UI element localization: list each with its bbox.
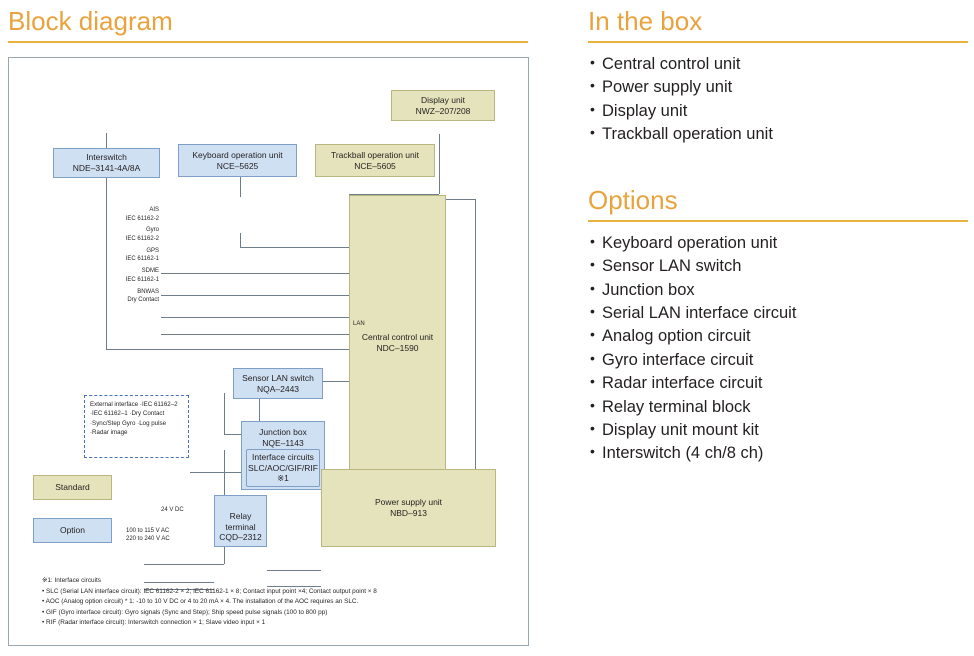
legend-option-label: Option bbox=[59, 525, 86, 536]
connector-line bbox=[161, 295, 349, 296]
block-interswitch-model: NDE–3141-4A/8A bbox=[72, 163, 141, 173]
sensor-label-group bbox=[69, 247, 159, 264]
sensor-signal-labels bbox=[69, 206, 159, 308]
external-interface-title: External interface bbox=[90, 401, 139, 408]
list-item: • Power supply unit bbox=[588, 76, 968, 99]
block-relay-name: Relay terminal bbox=[225, 511, 256, 532]
connector-line bbox=[144, 564, 224, 565]
external-interface-line: ·IEC 61162–1 bbox=[90, 410, 128, 418]
list-item: • Display unit mount kit bbox=[588, 419, 968, 442]
external-interface-line: ·Radar image bbox=[90, 428, 128, 436]
block-central-name: Central control unit bbox=[361, 331, 434, 342]
connector-line bbox=[224, 393, 225, 434]
note-line: ※1: Interface circuits bbox=[42, 577, 101, 584]
block-display-unit bbox=[391, 90, 495, 121]
connector-line bbox=[161, 317, 349, 318]
block-keyboard-model: NCE–5625 bbox=[216, 160, 259, 171]
external-interface-line: ·Dry Contact bbox=[129, 410, 165, 418]
connector-line bbox=[446, 199, 475, 200]
sensor-name: AIS bbox=[149, 207, 159, 213]
block-trackball-name: Trackball operation unit bbox=[330, 149, 420, 160]
options-title: Options bbox=[588, 184, 678, 215]
block-relay-terminal bbox=[214, 495, 267, 547]
sensor-spec: IEC 61162-1 bbox=[125, 256, 159, 263]
connector-line bbox=[190, 472, 241, 473]
block-interface-note: ※1 bbox=[277, 473, 289, 484]
options-divider bbox=[588, 220, 968, 222]
block-sensor-lan-model: NQA–2443 bbox=[256, 383, 300, 394]
list-item: • Keyboard operation unit bbox=[588, 232, 968, 255]
block-diagram-header bbox=[8, 6, 528, 43]
sensor-spec: IEC 61162-1 bbox=[125, 276, 159, 283]
legend-standard-label: Standard bbox=[55, 482, 90, 493]
diagram-notes bbox=[42, 576, 512, 629]
block-interface-name: Interface circuits bbox=[252, 452, 314, 463]
block-trackball-operation-unit bbox=[315, 144, 435, 177]
block-power-supply-unit bbox=[321, 469, 496, 547]
block-power-name: Power supply unit bbox=[374, 497, 443, 508]
in-the-box-list bbox=[588, 53, 968, 147]
connector-line bbox=[439, 134, 440, 194]
list-item: • Analog option circuit bbox=[588, 325, 968, 348]
note-line: • RIF (Radar interface circuit): Interswitch connection × 1; Slave video input × 1 bbox=[42, 619, 266, 627]
block-central-model: NDC–1590 bbox=[376, 342, 419, 353]
page-title: Block diagram bbox=[8, 6, 173, 36]
list-item: • Serial LAN interface circuit bbox=[588, 302, 968, 325]
block-trackball-model: NCE–5605 bbox=[354, 160, 396, 171]
list-item: • Display unit bbox=[588, 100, 968, 123]
note-line: • AOC (Analog option circuit) * 1: -10 to 10 V DC or 4 to 20 mA × 4. The installation of the AOC requires an SLC. bbox=[42, 598, 359, 606]
connector-line bbox=[106, 349, 349, 350]
block-interswitch bbox=[53, 148, 160, 178]
block-keyboard-operation-unit bbox=[178, 144, 297, 177]
legend-standard bbox=[33, 475, 112, 500]
lan-port-label: LAN bbox=[353, 321, 365, 327]
sensor-spec: IEC 61162-2 bbox=[125, 215, 159, 222]
connector-line bbox=[240, 247, 350, 248]
list-item: • Trackball operation unit bbox=[588, 123, 968, 146]
block-diagram bbox=[8, 57, 529, 646]
block-junction-model: NQE–1143 bbox=[262, 437, 304, 448]
block-sensor-lan-switch bbox=[233, 368, 323, 399]
list-item: • Central control unit bbox=[588, 53, 968, 76]
external-interface-line: ·Sync/Step Gyro bbox=[90, 419, 136, 427]
sensor-label-group bbox=[69, 288, 159, 305]
connector-line bbox=[267, 570, 321, 571]
connector-line bbox=[259, 399, 260, 421]
connector-line bbox=[224, 434, 241, 435]
right-column bbox=[588, 6, 968, 466]
connector-line bbox=[240, 177, 241, 197]
connector-line bbox=[323, 381, 349, 382]
note-line: • SLC (Serial LAN interface circuit): IEC 61162-2 × 2; IEC 61162-1 × 8; Contact input point ×4; Contact output point × 8 bbox=[42, 587, 377, 595]
power-label-100-115vac: 100 to 115 V AC bbox=[126, 528, 170, 534]
block-power-model: NBD–913 bbox=[390, 508, 427, 518]
sensor-spec: IEC 61162-2 bbox=[125, 236, 159, 243]
options-list bbox=[588, 232, 968, 466]
list-item: • Relay terminal block bbox=[588, 396, 968, 419]
title-divider bbox=[8, 41, 528, 43]
block-interswitch-name: Interswitch bbox=[86, 152, 127, 163]
power-label-220-240vac: 220 to 240 V AC bbox=[126, 536, 170, 542]
block-display-unit-model: NWZ–207/208 bbox=[415, 105, 471, 116]
in-the-box-divider bbox=[588, 41, 968, 43]
list-item: • Interswitch (4 ch/8 ch) bbox=[588, 442, 968, 465]
block-interface-model: SLC/AOC/GIF/RIF bbox=[248, 462, 318, 473]
list-item: • Radar interface circuit bbox=[588, 372, 968, 395]
block-relay-model: CQD–2312 bbox=[219, 532, 262, 543]
external-interface-line: ·IEC 61162–2 bbox=[139, 401, 178, 408]
sensor-label-group bbox=[69, 206, 159, 223]
list-item: • Sensor LAN switch bbox=[588, 255, 968, 278]
external-interface-line: ·Log pulse bbox=[137, 419, 167, 427]
external-interface-box bbox=[84, 395, 189, 458]
sensor-name: SDME bbox=[141, 268, 159, 275]
connector-line bbox=[161, 273, 349, 274]
block-display-unit-name: Display unit bbox=[421, 94, 465, 105]
block-sensor-lan-name: Sensor LAN switch bbox=[242, 372, 314, 383]
connector-line bbox=[240, 233, 241, 247]
note-line: • GIF (Gyro interface circuit): Gyro signals (Sync and Step); Ship speed pulse signals (100 to 800 pp) bbox=[42, 608, 328, 616]
sensor-name: GPS bbox=[146, 247, 159, 254]
block-central-control-unit bbox=[349, 195, 446, 490]
list-item: • Junction box bbox=[588, 279, 968, 302]
sensor-label-group bbox=[69, 226, 159, 243]
sensor-name: Gyro bbox=[145, 227, 159, 234]
connector-line bbox=[161, 334, 349, 335]
block-keyboard-name: Keyboard operation unit bbox=[192, 149, 283, 160]
sensor-spec: Dry Contact bbox=[127, 297, 159, 304]
list-item: • Gyro interface circuit bbox=[588, 349, 968, 372]
block-interface-circuits bbox=[246, 449, 320, 487]
sensor-label-group bbox=[69, 267, 159, 284]
in-the-box-title: In the box bbox=[588, 6, 703, 36]
legend-option bbox=[33, 518, 112, 543]
block-junction-name: Junction box bbox=[259, 427, 307, 437]
power-label-24vdc: 24 V DC bbox=[161, 507, 184, 513]
sensor-name: BNWAS bbox=[137, 288, 159, 295]
